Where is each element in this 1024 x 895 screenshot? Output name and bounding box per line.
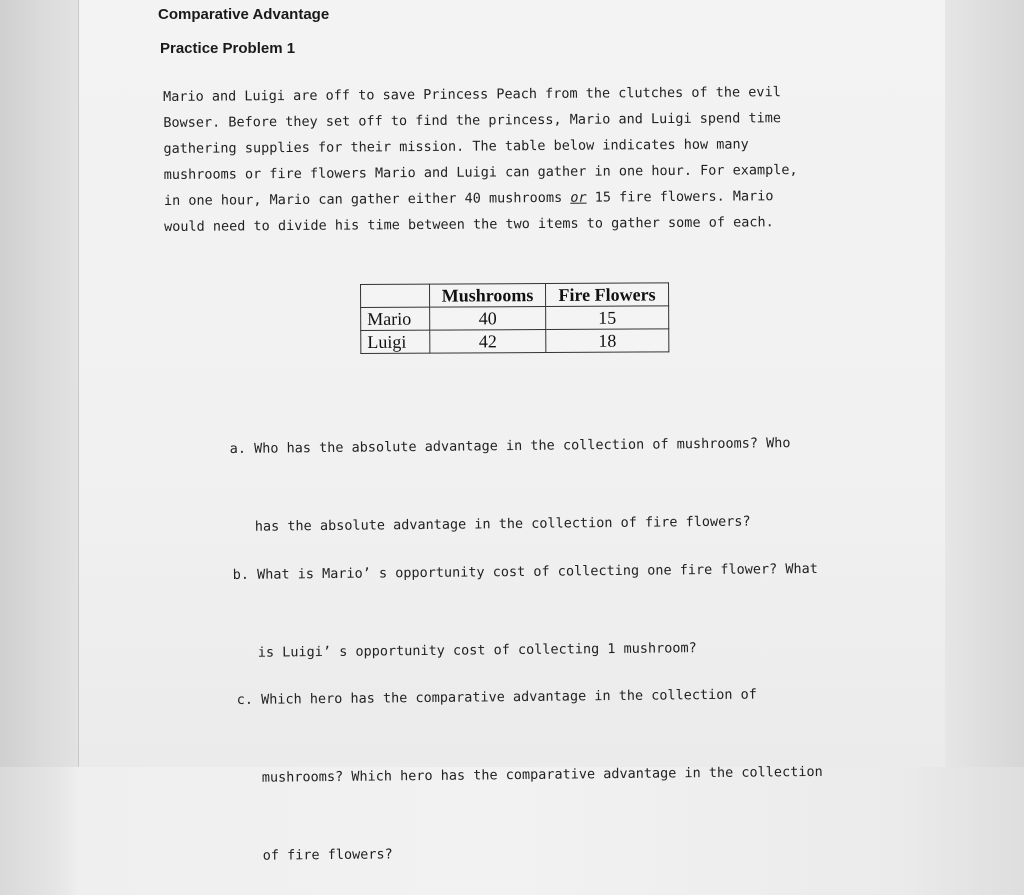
page-edge-right <box>944 0 1024 767</box>
table-header-mushrooms: Mushrooms <box>430 284 546 308</box>
table-row <box>361 306 669 331</box>
table-cell-fire-flowers: 18 <box>546 329 669 353</box>
table-cell-fire-flowers: 15 <box>546 306 669 330</box>
question-c <box>236 629 824 895</box>
supply-table <box>360 282 669 354</box>
table-row <box>361 329 669 354</box>
table-header-fire-flowers: Fire Flowers <box>546 283 669 307</box>
question-line: mushrooms? Which hero has the comparative advantage in the collection <box>237 763 823 786</box>
question-line: of fire flowers? <box>238 846 393 864</box>
table-header-empty <box>361 284 430 307</box>
table-cell-mushrooms: 42 <box>430 330 546 354</box>
paragraph-line: mushrooms or fire flowers Mario and Luigi can gather in one hour. For example, <box>163 162 798 183</box>
paragraph-line: Bowser. Before they set off to find the princess, Mario and Luigi spend time <box>163 110 782 131</box>
problem-paragraph <box>163 79 864 240</box>
paragraph-line: would need to divide his time between the two items to gather some of each. <box>164 214 774 235</box>
table-cell-name: Mario <box>361 307 430 330</box>
example-before: in one hour, Mario can gather either 40 mushrooms <box>163 189 571 209</box>
paragraph-line: gathering supplies for their mission. The table below indicates how many <box>163 136 749 157</box>
question-line: b. What is Mario’ s opportunity cost of collecting one fire flower? What <box>232 560 818 583</box>
example-after: 15 fire flowers. Mario <box>586 188 774 206</box>
table-cell-mushrooms: 40 <box>430 307 546 331</box>
question-line: is Luigi’ s opportunity cost of collecting 1 mushroom? <box>233 640 697 661</box>
question-line: c. Which hero has the comparative advantage in the collection of <box>236 686 757 708</box>
example-emphasis: or <box>570 189 587 206</box>
document-title: Comparative Advantage <box>158 6 330 23</box>
paragraph-line: Mario and Luigi are off to save Princess Peach from the clutches of the evil <box>163 84 781 105</box>
page-edge-left <box>0 0 79 767</box>
document-subtitle: Practice Problem 1 <box>160 40 296 57</box>
question-line: a. Who has the absolute advantage in the collection of mushrooms? Who <box>229 435 791 457</box>
table-cell-name: Luigi <box>361 330 430 353</box>
table-header-row <box>361 283 669 308</box>
question-line: has the absolute advantage in the collection of fire flowers? <box>230 513 751 535</box>
